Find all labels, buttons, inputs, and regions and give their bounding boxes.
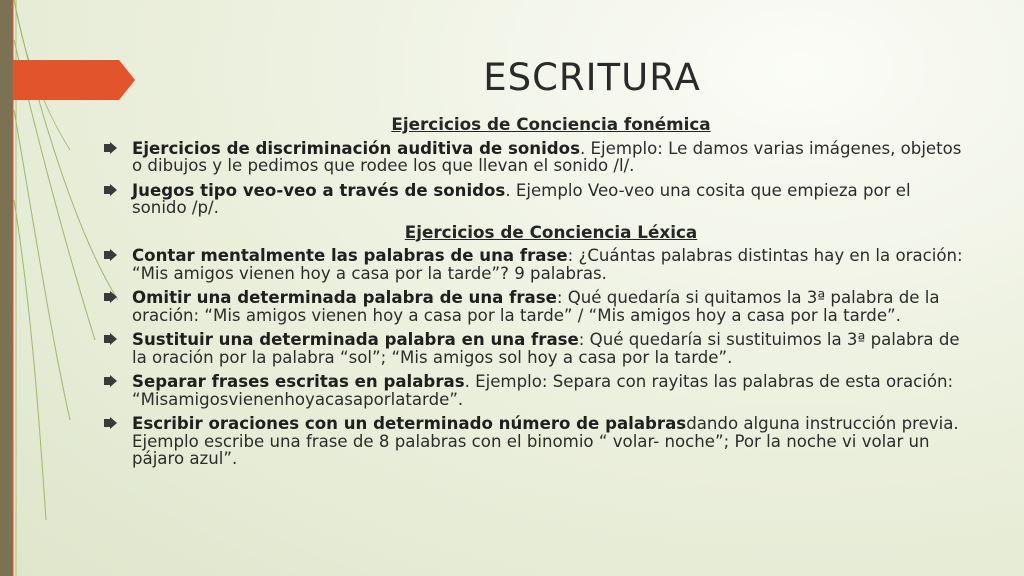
item-bold-text: Separar frases escritas en palabras: [132, 372, 465, 391]
item-text: . Ejemplo: Le damos varias imágenes, objetos o dibujos y le pedimos que rodee los que llevan el sonido /l/.: [132, 138, 962, 175]
item-text: . Ejemplo: Separa con rayitas las palabras de esta oración: “Misamigosvienenhoyacasaporlatarde”.: [132, 372, 954, 409]
item-bold-text: Contar mentalmente las palabras de una frase: [132, 246, 568, 265]
list-item: [104, 182, 970, 217]
item-text: : Qué quedaría si sustituimos la 3ª palabra de la oración por la palabra “sol”; “Mis amigos sol hoy a casa por la tarde”.: [132, 330, 960, 367]
item-text: dando alguna instrucción previa. Ejemplo escribe una frase de 8 palabras con el binomio “ volar- noche”; Por la noche vi volar un pájaro azul”.: [132, 414, 959, 468]
item-bold-text: Omitir una determinada palabra de una frase: [132, 288, 557, 307]
list-item: [104, 247, 970, 282]
arrow-bullet-icon: [104, 375, 118, 387]
list-item: [104, 289, 970, 324]
arrow-bullet-icon: [104, 249, 118, 261]
arrow-bullet-icon: [104, 184, 118, 196]
list-item: [104, 415, 970, 468]
list-item: [104, 373, 970, 408]
arrow-bullet-icon: [104, 142, 118, 154]
arrow-bullet-icon: [104, 417, 118, 429]
arrow-bullet-icon: [104, 333, 118, 345]
item-text: . Ejemplo Veo-veo una cosita que empieza por el sonido /p/.: [132, 180, 911, 217]
item-text: : Qué quedaría si quitamos la 3ª palabra de la oración: “Mis amigos vienen hoy a casa por la tarde” / “Mis amigos hoy a casa por la tarde”.: [132, 288, 940, 325]
section-heading-lexica: Ejercicios de Conciencia Léxica: [404, 221, 698, 242]
item-bold-text: Sustituir una determinada palabra en una frase: [132, 330, 579, 349]
slide-body: [104, 114, 970, 475]
item-bold-text: Escribir oraciones con un determinado número de palabras: [132, 414, 687, 433]
list-item: [104, 331, 970, 366]
section-heading-fonemica: Ejercicios de Conciencia fonémica: [391, 114, 711, 134]
arrow-bullet-icon: [104, 291, 118, 303]
item-bold-text: Ejercicios de discriminación auditiva de sonidos: [132, 138, 580, 158]
slide-title: ESCRITURA: [483, 56, 701, 99]
item-text: : ¿Cuántas palabras distintas hay en la oración: “Mis amigos vienen hoy a casa por la tarde”? 9 palabras.: [132, 246, 963, 283]
list-item: [104, 140, 970, 175]
item-bold-text: Juegos tipo veo-veo a través de sonidos: [132, 180, 506, 200]
